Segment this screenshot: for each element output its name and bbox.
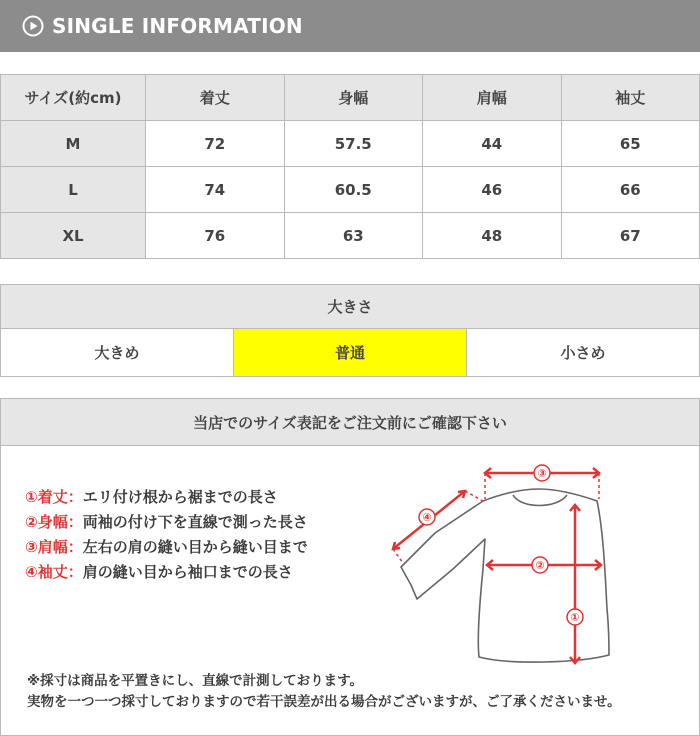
- column-header: 袖丈: [561, 75, 700, 121]
- legend-description: 肩の縫い目から袖口までの長さ: [82, 563, 293, 581]
- legend-item-width: ②身幅：両袖の付け下を直線で測った長さ: [25, 513, 308, 531]
- table-cell: 60.5: [284, 167, 423, 213]
- table-cell: 67: [561, 213, 700, 259]
- table-cell: 74: [146, 167, 285, 213]
- measurement-guide-title: 当店でのサイズ表記をご注文前にご確認下さい: [1, 399, 699, 446]
- play-circle-icon: [22, 15, 44, 37]
- legend-number: ④: [25, 563, 38, 581]
- table-cell: 46: [423, 167, 562, 213]
- fit-option-large: 大きめ: [0, 329, 234, 377]
- column-header: 着丈: [146, 75, 285, 121]
- fit-scale: [0, 284, 700, 377]
- table-cell: 48: [423, 213, 562, 259]
- note-line: ※採寸は商品を平置きにし、直線で計測しております。: [27, 673, 364, 689]
- label-shoulder: ③: [537, 467, 547, 480]
- size-label: L: [1, 167, 146, 213]
- legend-key: 着丈: [37, 488, 68, 506]
- note-line: 実物を一つ一つ採寸しておりますので若干誤差が出る場合がございますが、ご了承くださいませ。: [27, 694, 621, 710]
- legend-item-length: ①着丈：エリ付け根から裾までの長さ: [25, 488, 278, 506]
- legend-key: 身幅: [37, 513, 68, 531]
- label-length: ①: [570, 611, 580, 624]
- section-header: [0, 0, 700, 52]
- legend-item-shoulder: ③肩幅：左右の肩の縫い目から縫い目まで: [25, 538, 308, 556]
- legend-number: ③: [25, 538, 38, 556]
- legend-description: 左右の肩の縫い目から縫い目まで: [82, 538, 308, 556]
- legend-description: エリ付け根から裾までの長さ: [82, 488, 278, 506]
- label-sleeve: ④: [422, 511, 432, 524]
- table-cell: 57.5: [284, 121, 423, 167]
- legend-item-sleeve: ④袖丈：肩の縫い目から袖口までの長さ: [25, 563, 293, 581]
- legend-number: ②: [25, 513, 38, 531]
- table-row: [1, 213, 700, 259]
- legend-number: ①: [25, 488, 38, 506]
- table-cell: 44: [423, 121, 562, 167]
- measurement-guide: [0, 398, 700, 736]
- fit-options: [0, 329, 700, 377]
- table-row: [1, 121, 700, 167]
- table-row: [1, 167, 700, 213]
- legend-key: 袖丈: [37, 563, 68, 581]
- legend-description: 両袖の付け下を直線で測った長さ: [82, 513, 308, 531]
- size-label: XL: [1, 213, 146, 259]
- table-cell: 76: [146, 213, 285, 259]
- column-header: 身幅: [284, 75, 423, 121]
- table-cell: 63: [284, 213, 423, 259]
- fit-option-small: 小さめ: [467, 329, 700, 377]
- size-label: M: [1, 121, 146, 167]
- section-title: SINGLE INFORMATION: [52, 14, 303, 38]
- measurement-legend: [25, 485, 308, 585]
- column-header: サイズ(約cm): [1, 75, 146, 121]
- fit-title: 大きさ: [0, 284, 700, 329]
- fit-option-normal: 普通: [234, 329, 467, 377]
- column-header: 肩幅: [423, 75, 562, 121]
- measurement-notes: [27, 671, 621, 713]
- table-cell: 65: [561, 121, 700, 167]
- label-width: ②: [535, 559, 545, 572]
- shirt-diagram: [379, 459, 679, 679]
- table-cell: 66: [561, 167, 700, 213]
- table-cell: 72: [146, 121, 285, 167]
- legend-key: 肩幅: [37, 538, 68, 556]
- size-table: [0, 74, 700, 259]
- table-header-row: [1, 75, 700, 121]
